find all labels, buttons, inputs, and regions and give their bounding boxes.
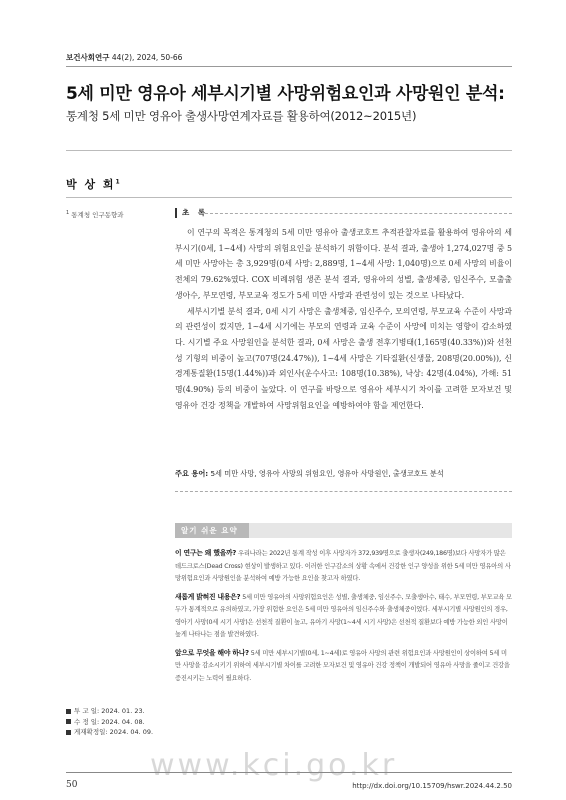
- keywords: [175, 469, 512, 479]
- easy-summary-section: [175, 523, 512, 757]
- title-divider: [66, 150, 512, 151]
- paper-subtitle: 통계청 5세 미만 영유아 출생사망연계자료를 활용하여(2012~2015년): [66, 109, 417, 123]
- easy-summary-tag: 알기 쉬운 요약: [175, 523, 249, 538]
- bullet-square-icon: [66, 730, 71, 735]
- date-label: 투 고 일:: [74, 707, 100, 715]
- affiliation-text: 통계청 인구동향과: [71, 211, 124, 220]
- affiliation-sup: 1: [66, 210, 70, 216]
- summary-question-next: 앞으로 무엇을 해야 하나?: [175, 648, 249, 657]
- author-sup: 1: [115, 178, 120, 186]
- date-label: 수 정 일:: [74, 717, 100, 726]
- journal-header: [66, 52, 182, 63]
- summary-answer-findings: 5세 미만 영유아의 사망위험요인은 성별, 출생체중, 임신주수, 모출생아수, 태수, 부모연령, 부모교육 모두가 통계적으로 유의하였고, 가장 위험한 요인은 5세 미만 영유아의 임신주수와 출생체중이었다. 세부시기별 사망원인의 경우, 영아기 사망(0세 시기 사망)은 선천적 질환이 높고, 유아기 사망(1~4세 시기 사망)은 선천적 질환보다 예방 가능한 외인 사망이 높게 나타나는 점을 발견하였다.: [175, 593, 512, 638]
- date-row: [66, 706, 153, 717]
- abstract-body: [175, 225, 512, 413]
- summary-answer-next: 5세 미만 세부시기별(0세, 1~4세)로 영유아 사망의 관련 위험요인과 사망원인이 상이하여 5세 미만 사망을 감소시키기 위하여 세부시기별 차이를 고려한 모자보건 및 영유아 건강 정책이 개발되어 영유아 사망을 줄이고 건강을 증진시키는 노력이 필요하다.: [175, 649, 510, 682]
- abstract-paragraph-1: 이 연구의 목적은 통계청의 5세 미만 영유아 출생코호트 추적관찰자료를 활용하여 영유아의 세부시기(0세, 1~4세) 사망의 위험요인을 분석하기 위함이다. 분석 결과, 출생아 1,274,027명 중 5세 미만 사망아는 총 3,929명(0세 사망: 2,889명, 1~4세 사망: 1,040명)으로 0세 사망의 비율이 전체의 79.62%였다. COX 비례위험 생존 분석 결과, 영유아의 성별, 출생체중, 임신주수, 모출출생아수, 부모연령, 부모교육 정도가 5세 미만 사망과 관련성이 있는 것으로 나타났다.: [175, 228, 512, 300]
- summary-question-why: 이 연구는 왜 했을까?: [175, 549, 237, 557]
- abstract-section: [175, 207, 512, 493]
- keywords-text: 5세 미만 사망, 영유아 사망의 위험요인, 영유아 사망원인, 출생코호트 분석: [210, 469, 444, 478]
- doi-link[interactable]: http://dx.doi.org/10.15709/hswr.2024.44.2.50: [352, 782, 512, 790]
- easy-summary-header: [175, 523, 512, 538]
- paper-title: 5세 미만 영유아 세부시기별 사망위험요인과 사망원인 분석:: [66, 84, 505, 104]
- abstract-paragraph-2: 세부시기별 분석 결과, 0세 시기 사망은 출생체중, 임신주수, 모의연령, 부모교육 수준이 사망과의 관련성이 컸지만, 1~4세 시기에는 부모의 연령과 교육 수준이 사망에 미치는 영향이 감소하였다. 시기별 주요 사망원인을 분석한 결과, 0세 사망은 출생 전후기병태(1,165명(40.33%))와 선천성 기형의 비중이 높고(707명(24.47%)), 1~4세 사망은 기타질환(신생물, 208명(20.00%)), 신경계통질환(15명(1.44%))과 외인사(운수사고: 108명(10.38%), 낙상: 42명(4.04%), 가해: 51명(4.90%) 등의 비중이 높았다. 이 연구를 바탕으로 영유아 세부시기 차이를 고려한 모자보건 및 영유아 건강 정책을 개발하여 사망위험요인을 예방하여야 함을 제언한다.: [175, 306, 512, 410]
- submission-dates: [66, 706, 153, 738]
- abstract-header-line: [205, 213, 512, 214]
- date-value: 2024. 01. 23.: [101, 707, 145, 715]
- easy-summary-body: [175, 547, 512, 690]
- bullet-square-icon: [66, 719, 71, 724]
- date-row: [66, 727, 153, 738]
- page-number: 50: [66, 780, 78, 790]
- summary-answer-why: 우리나라는 2022년 통계 작성 이후 사망자가 372,939명으로 출생자(249,186명)보다 사망자가 많은 데드크로스(Dead Cross) 현상이 발생하고 있다. 이러한 인구감소의 상황 속에서 건강한 인구 양성을 위한 5세 미만 영유아의 사망위험요인과 사망원인을 분석하여 예방 가능한 요인을 찾고자 하였다.: [175, 550, 511, 582]
- abstract-header: [175, 207, 512, 221]
- abstract-marker: [175, 208, 177, 218]
- journal-name: 보건사회연구: [66, 53, 110, 62]
- date-value: 2024. 04. 09.: [109, 728, 154, 736]
- footer-rule: [66, 772, 512, 773]
- journal-issue: 44(2), 2024, 50-66: [111, 53, 183, 62]
- bullet-square-icon: [66, 709, 71, 714]
- abstract-heading: 초 록: [182, 208, 209, 217]
- date-value: 2024. 04. 08.: [101, 717, 145, 726]
- author-text: 박 상 희: [66, 178, 116, 191]
- keywords-label: 주요 용어:: [175, 469, 209, 478]
- abstract-bottom-line: [175, 491, 512, 492]
- watermark: www.kci.go.kr: [150, 748, 398, 783]
- summary-question-findings: 새롭게 밝혀진 내용은?: [175, 592, 241, 601]
- summary-item-why: [175, 547, 512, 586]
- author-name: [66, 176, 120, 192]
- date-label: 게재확정일:: [74, 728, 108, 736]
- affiliation: [66, 210, 124, 219]
- author-divider: [66, 197, 512, 198]
- summary-item-next: [175, 647, 512, 686]
- summary-item-findings: [175, 591, 512, 642]
- header-rule: [66, 66, 512, 67]
- date-row: [66, 717, 153, 728]
